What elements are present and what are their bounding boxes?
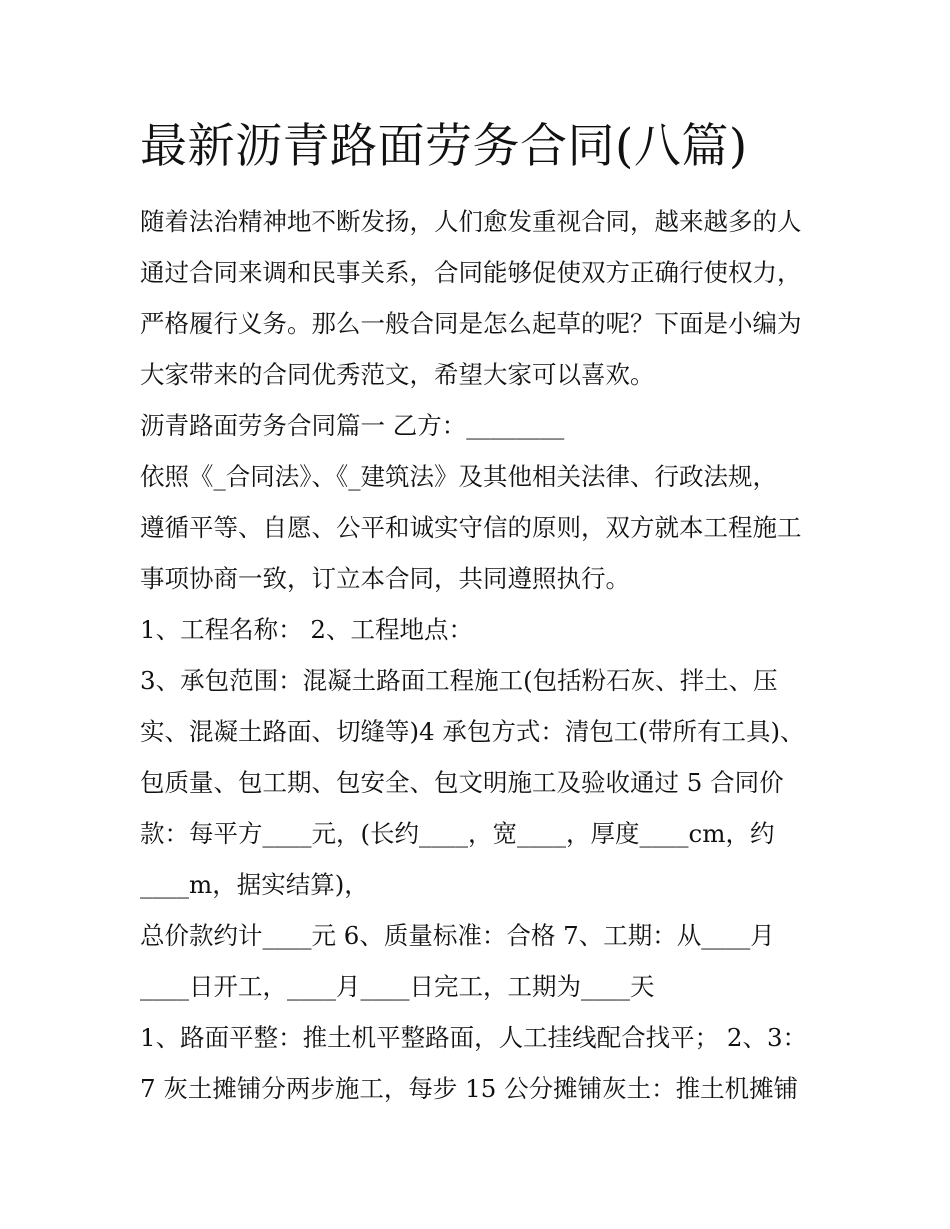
body-line: 7 灰土摊铺分两步施工，每步 15 公分摊铺灰土：推土机摊铺: [140, 1074, 799, 1103]
document-body: [140, 196, 830, 1114]
body-line: 3、承包范围：混凝土路面工程施工(包括粉石灰、拌土、压: [140, 666, 778, 695]
body-line: ____m，据实结算)，: [140, 870, 369, 899]
body-line: 大家带来的合同优秀范文，希望大家可以喜欢。: [140, 360, 655, 389]
body-line: 依照《_合同法》、《_建筑法》及其他相关法律、行政法规，: [140, 462, 777, 491]
body-line: 1、路面平整：推土机平整路面，人工挂线配合找平； 2、3：: [140, 1023, 808, 1052]
body-line: 严格履行义务。那么一般合同是怎么起草的呢？下面是小编为: [140, 309, 802, 338]
body-line: ____日开工，____月____日完工，工期为____天: [140, 972, 655, 1001]
body-line: 随着法治精神地不断发扬，人们愈发重视合同，越来越多的人: [140, 207, 802, 236]
document-title: 最新沥青路面劳务合同(八篇): [140, 119, 748, 174]
body-line: 1、工程名称： 2、工程地点：: [140, 615, 473, 644]
body-line: 通过合同来调和民事关系，合同能够促使双方正确行使权力，: [140, 258, 802, 287]
section-heading-line: 沥青路面劳务合同篇一 乙方：________: [140, 411, 565, 440]
body-line: 实、混凝土路面、切缝等)4 承包方式：清包工(带所有工具)、: [140, 717, 805, 746]
body-line: 款：每平方____元，(长约____，宽____，厚度____cm，约: [140, 819, 775, 848]
body-line: 遵循平等、自愿、公平和诚实守信的原则，双方就本工程施工: [140, 513, 802, 542]
body-line: 总价款约计____元 6、质量标准：合格 7、工期：从____月: [140, 921, 775, 950]
body-line: 包质量、包工期、包安全、包文明施工及验收通过 5 合同价: [140, 768, 784, 797]
body-line: 事项协商一致，订立本合同，共同遵照执行。: [140, 564, 630, 593]
